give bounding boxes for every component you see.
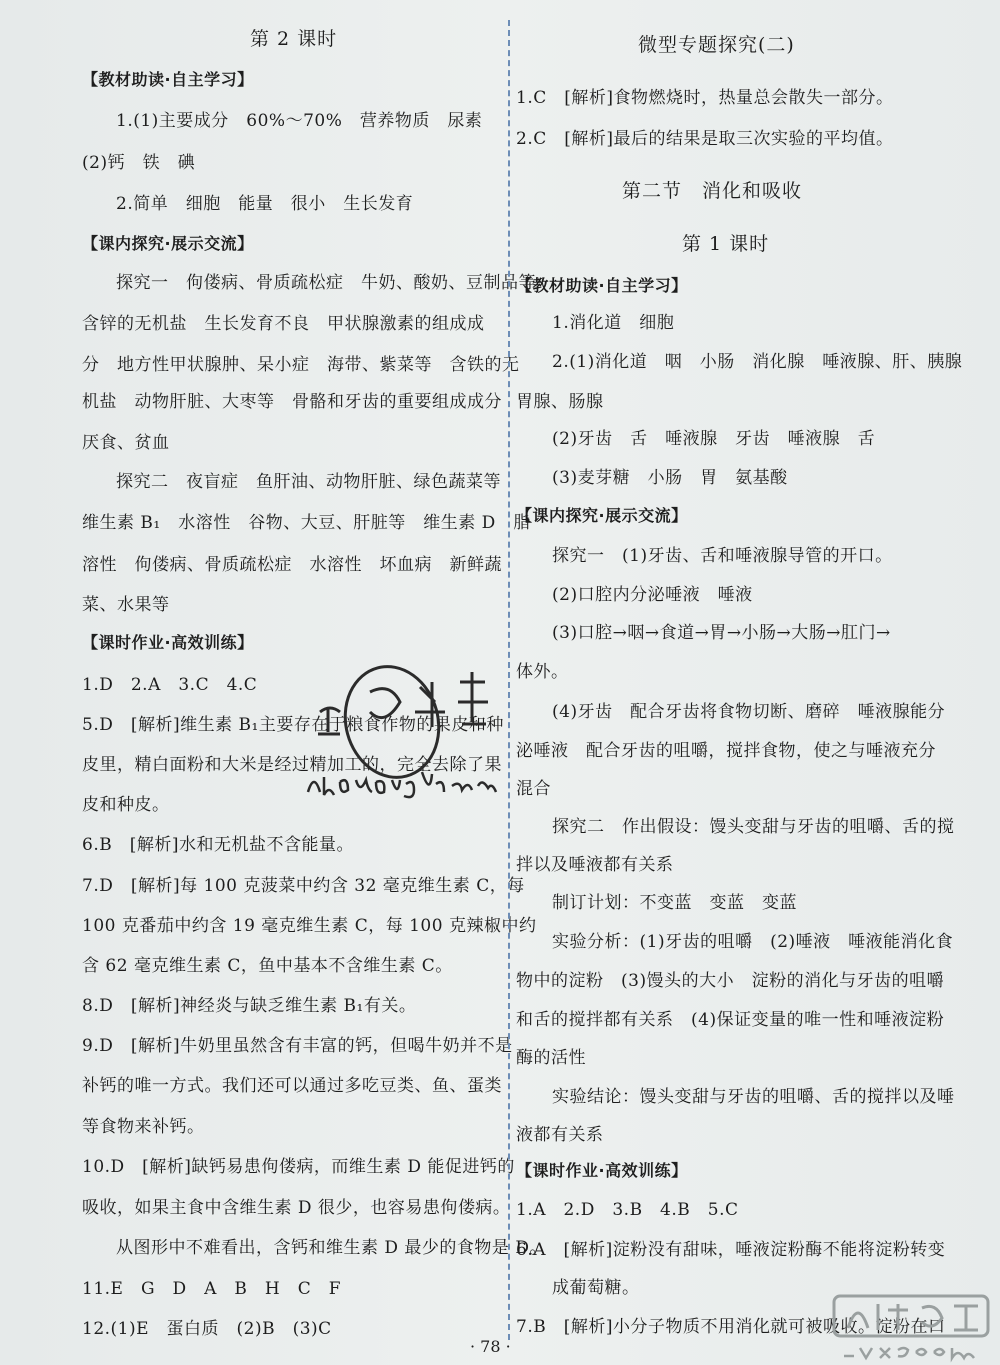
left-line: 探究一 佝偻病、骨质疏松症 牛奶、酸奶、豆制品等 — [116, 273, 536, 293]
left-line: 补钙的唯一方式。我们还可以通过多吃豆类、鱼、蛋类 — [82, 1076, 502, 1096]
left-line: 厌食、贫血 — [82, 433, 170, 453]
right-line: 混合 — [516, 779, 551, 799]
right-line: 2.C [解析]最后的结果是取三次实验的平均值。 — [516, 129, 894, 149]
left-line: 含锌的无机盐 生长发育不良 甲状腺激素的组成成 — [82, 314, 485, 334]
right-line: (2)牙齿 舌 唾液腺 牙齿 唾液腺 舌 — [552, 429, 876, 449]
right-line: 制订计划：不变蓝 变蓝 变蓝 — [552, 893, 797, 913]
right-line: 物中的淀粉 (3)馒头的大小 淀粉的消化与牙齿的咀嚼 — [516, 971, 945, 991]
left-line: 10.D [解析]缺钙易患佝偻病，而维生素 D 能促进钙的 — [82, 1157, 515, 1177]
right-line: (3)麦芽糖 小肠 胃 氨基酸 — [552, 468, 788, 488]
left-line: 1.(1)主要成分 60%～70% 营养物质 尿素 — [116, 111, 483, 131]
right-line: 【课时作业·高效训练】 — [516, 1161, 688, 1180]
left-line: 【课时作业·高效训练】 — [82, 633, 254, 652]
right-line: 探究二 作出假设：馒头变甜与牙齿的咀嚼、舌的搅 — [552, 817, 955, 837]
left-line: 机盐 动物肝脏、大枣等 骨骼和牙齿的重要组成成分 — [82, 392, 502, 412]
right-line: 实验结论：馒头变甜与牙齿的咀嚼、舌的搅拌以及唾 — [552, 1087, 955, 1107]
right-line: 酶的活性 — [516, 1048, 586, 1068]
left-line: 吸收，如果主食中含维生素 D 很少，也容易患佝偻病。 — [82, 1198, 511, 1218]
right-line: 泌唾液 配合牙齿的咀嚼，搅拌食物，使之与唾液充分 — [516, 741, 936, 761]
left-line: 探究二 夜盲症 鱼肝油、动物肝脏、绿色蔬菜等 — [116, 472, 501, 492]
left-line: 12.(1)E 蛋白质 (2)B (3)C — [82, 1319, 332, 1339]
left-line: (2)钙 铁 碘 — [82, 153, 196, 173]
left-line: 第 2 课时 — [250, 28, 338, 50]
left-line: 含 62 毫克维生素 C，鱼中基本不含维生素 C。 — [82, 956, 453, 976]
left-line: 分 地方性甲状腺肿、呆小症 海带、紫菜等 含铁的无 — [82, 355, 520, 375]
left-line: 5.D [解析]维生素 B₁主要存在于粮食作物的果皮和种 — [82, 715, 504, 735]
right-line: (3)口腔→咽→食道→胃→小肠→大肠→肛门→ — [552, 623, 891, 643]
handwritten-stamp — [300, 652, 510, 822]
right-line: 1.消化道 细胞 — [552, 313, 675, 333]
right-line: 【课内探究·展示交流】 — [516, 506, 688, 525]
right-line: (4)牙齿 配合牙齿将食物切断、磨碎 唾液腺能分 — [552, 702, 946, 722]
right-line: 【教材助读·自主学习】 — [516, 276, 688, 295]
left-line: 【教材助读·自主学习】 — [82, 70, 254, 89]
left-line: 6.B [解析]水和无机盐不含能量。 — [82, 835, 354, 855]
left-line: 溶性 佝偻病、骨质疏松症 水溶性 坏血病 新鲜蔬 — [82, 555, 502, 575]
right-line: 探究一 (1)牙齿、舌和唾液腺导管的开口。 — [552, 546, 893, 566]
left-line: 100 克番茄中约含 19 毫克维生素 C，每 100 克辣椒中约 — [82, 916, 537, 936]
right-line: 2.(1)消化道 咽 小肠 消化腺 唾液腺、肝、胰腺 — [552, 352, 963, 372]
right-line: 胃腺、肠腺 — [516, 392, 604, 412]
right-line: 第 1 课时 — [682, 233, 770, 255]
left-line: 8.D [解析]神经炎与缺乏维生素 B₁有关。 — [82, 996, 417, 1016]
left-line: 【课内探究·展示交流】 — [82, 234, 254, 253]
right-line: 1.C [解析]食物燃烧时，热量总会散失一部分。 — [516, 88, 894, 108]
left-line: 维生素 B₁ 水溶性 谷物、大豆、肝脏等 维生素 D 脂 — [82, 513, 531, 533]
right-line: 实验分析：(1)牙齿的咀嚼 (2)唾液 唾液能消化食 — [552, 932, 954, 952]
left-line: 9.D [解析]牛奶里虽然含有丰富的钙，但喝牛奶并不是 — [82, 1036, 513, 1056]
left-line: 1.D 2.A 3.C 4.C — [82, 675, 258, 695]
left-line: 11.E G D A B H C F — [82, 1279, 342, 1299]
left-line: 2.简单 细胞 能量 很小 生长发育 — [116, 194, 414, 214]
right-line: 体外。 — [516, 662, 569, 682]
right-line: (2)口腔内分泌唾液 唾液 — [552, 585, 753, 605]
left-line: 皮里，精白面粉和大米是经过精加工的，完全去除了果 — [82, 755, 502, 775]
right-line: 1.A 2.D 3.B 4.B 5.C — [516, 1200, 739, 1220]
left-line: 7.D [解析]每 100 克菠菜中约含 32 毫克维生素 C，每 — [82, 876, 525, 896]
page-number: · 78 · — [470, 1337, 511, 1356]
right-line: 7.B [解析]小分子物质不用消化就可被吸收。淀粉在口 — [516, 1317, 946, 1337]
left-line: 皮和种皮。 — [82, 795, 170, 815]
right-line: 第二节 消化和吸收 — [622, 180, 803, 202]
right-line: 和舌的搅拌都有关系 (4)保证变量的唯一性和唾液淀粉 — [516, 1010, 945, 1030]
left-line: 菜、水果等 — [82, 595, 170, 615]
column-divider — [508, 20, 510, 1340]
left-line: 等食物来补钙。 — [82, 1117, 205, 1137]
right-line: 拌以及唾液都有关系 — [516, 855, 674, 875]
right-line: 微型专题探究(二) — [638, 34, 795, 56]
right-line: 液都有关系 — [516, 1125, 604, 1145]
right-line: 6.A [解析]淀粉没有甜味，唾液淀粉酶不能将淀粉转变 — [516, 1240, 946, 1260]
right-line: 成葡萄糖。 — [552, 1278, 640, 1298]
left-line: 从图形中不难看出，含钙和维生素 D 最少的食物是 D。 — [116, 1238, 547, 1258]
